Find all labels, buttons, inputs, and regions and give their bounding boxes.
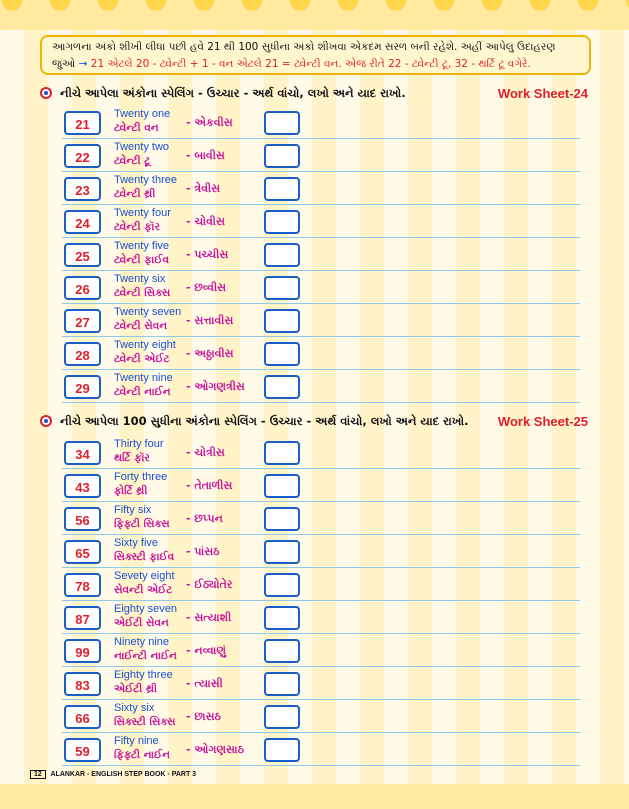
table-row bbox=[62, 339, 580, 372]
answer-box[interactable] bbox=[264, 738, 300, 762]
gujarati-meaning: - ઈઠ્યોતેર bbox=[186, 578, 233, 591]
pronunciation: એઈટી થ્રી bbox=[114, 683, 158, 695]
table-row bbox=[62, 141, 580, 174]
answer-box[interactable] bbox=[264, 210, 300, 234]
worksheet-25-instruction: નીચે આપેલા 100 સુધીના અંકોના સ્પેલિંગ - ઉચ્ચાર - અર્થ વાંચો, લખો અને યાદ રાખો. bbox=[60, 414, 469, 428]
pronunciation: ફિફ્ટી સિક્સ bbox=[114, 518, 170, 530]
pronunciation: ટ્વેન્ટી ફૉર bbox=[114, 221, 160, 233]
table-row bbox=[62, 438, 580, 471]
gujarati-meaning: - પચ્ચીસ bbox=[186, 248, 229, 261]
gujarati-meaning: - ત્રેવીસ bbox=[186, 182, 221, 195]
english-spelling: Sevety eight bbox=[114, 570, 175, 582]
pronunciation: ટ્વેન્ટી થ્રી bbox=[114, 188, 156, 200]
intro-box bbox=[40, 35, 591, 75]
pronunciation: ફિફ્ટી નાઈન bbox=[114, 749, 170, 761]
number-box: 56 bbox=[64, 507, 101, 531]
english-spelling: Eighty seven bbox=[114, 603, 177, 615]
gujarati-meaning: - બાવીસ bbox=[186, 149, 225, 162]
english-spelling: Twenty one bbox=[114, 108, 171, 120]
answer-box[interactable] bbox=[264, 375, 300, 399]
pronunciation: ટ્વેન્ટી વન bbox=[114, 122, 159, 134]
pronunciation: ટ્વેન્ટી નાઈન bbox=[114, 386, 171, 398]
pronunciation: સેવન્ટી એઈટ bbox=[114, 584, 173, 596]
english-spelling: Twenty nine bbox=[114, 372, 173, 384]
intro-example: 21 એટલે 20 - ટ્વેન્ટી + 1 - વન એટલે 21 = ટ્વેન્ટી વન. એજ રીતે 22 - ટ્વેન્ટી ટૂ, 32 - થર્ટિ ટૂ વગેરે. bbox=[90, 58, 531, 70]
answer-box[interactable] bbox=[264, 639, 300, 663]
gujarati-meaning: - સત્તાવીસ bbox=[186, 314, 234, 327]
answer-box[interactable] bbox=[264, 672, 300, 696]
worksheet-25-rows bbox=[62, 438, 580, 768]
english-spelling: Forty three bbox=[114, 471, 168, 483]
pronunciation: ટ્વેન્ટી ટૂ bbox=[114, 155, 151, 167]
answer-box[interactable] bbox=[264, 540, 300, 564]
table-row bbox=[62, 735, 580, 768]
pronunciation: થર્ટિ ફૉર bbox=[114, 452, 150, 464]
english-spelling: Twenty three bbox=[114, 174, 177, 186]
answer-box[interactable] bbox=[264, 342, 300, 366]
pronunciation: ટ્વેન્ટી સેવન bbox=[114, 320, 168, 332]
table-row bbox=[62, 174, 580, 207]
book-title: ALANKAR - ENGLISH STEP BOOK - PART 3 bbox=[50, 771, 197, 778]
gujarati-meaning: - અઠ્ઠાવીસ bbox=[186, 347, 234, 360]
answer-box[interactable] bbox=[264, 144, 300, 168]
gujarati-meaning: - છવ્વીસ bbox=[186, 281, 227, 294]
gujarati-meaning: - ત્યાસી bbox=[186, 677, 223, 690]
english-spelling: Twenty four bbox=[114, 207, 171, 219]
gujarati-meaning: - સત્યાશી bbox=[186, 611, 232, 624]
gujarati-meaning: - ચોવીસ bbox=[186, 215, 225, 228]
pronunciation: ફોર્ટિ થ્રી bbox=[114, 485, 148, 497]
table-row bbox=[62, 669, 580, 702]
english-spelling: Twenty six bbox=[114, 273, 166, 285]
table-row bbox=[62, 240, 580, 273]
table-row bbox=[62, 108, 580, 141]
number-box: 27 bbox=[64, 309, 101, 333]
footer bbox=[30, 770, 196, 779]
bullet-icon bbox=[40, 87, 52, 99]
number-box: 26 bbox=[64, 276, 101, 300]
number-box: 34 bbox=[64, 441, 101, 465]
gujarati-meaning: - તેતાળીસ bbox=[186, 479, 233, 492]
english-spelling: Ninety nine bbox=[114, 636, 170, 648]
english-spelling: Twenty two bbox=[114, 141, 170, 153]
gujarati-meaning: - એકવીસ bbox=[186, 116, 233, 129]
number-box: 65 bbox=[64, 540, 101, 564]
english-spelling: Fifty six bbox=[114, 504, 152, 516]
pronunciation: ટ્વેન્ટી એઈટ bbox=[114, 353, 170, 365]
intro-line-1: આગળના અંકો શીખી લીધા પછી હવે 21 થી 100 સુધીના અંકો શીખવા એકદમ સરળ બની રહેશે. અહીં આપેલું ઉદાહરણ bbox=[52, 41, 556, 53]
gujarati-meaning: - છાસઠ bbox=[186, 710, 221, 723]
worksheet-25-header bbox=[40, 413, 590, 433]
english-spelling: Fifty nine bbox=[114, 735, 159, 747]
table-row bbox=[62, 636, 580, 669]
gujarati-meaning: - ચોત્રીસ bbox=[186, 446, 225, 459]
arrow-icon: → bbox=[78, 58, 88, 70]
number-box: 99 bbox=[64, 639, 101, 663]
table-row bbox=[62, 537, 580, 570]
number-box: 23 bbox=[64, 177, 101, 201]
table-row bbox=[62, 372, 580, 405]
gujarati-meaning: - છપ્પન bbox=[186, 512, 223, 525]
worksheet-24-title: Work Sheet-24 bbox=[497, 86, 588, 101]
table-row bbox=[62, 207, 580, 240]
pronunciation: સિક્સ્ટી સિક્સ bbox=[114, 716, 176, 728]
gujarati-meaning: - ઓગણત્રીસ bbox=[186, 380, 245, 393]
number-box: 24 bbox=[64, 210, 101, 234]
number-box: 21 bbox=[64, 111, 101, 135]
english-spelling: Sixty six bbox=[114, 702, 155, 714]
number-box: 59 bbox=[64, 738, 101, 762]
english-spelling: Twenty eight bbox=[114, 339, 176, 351]
worksheet-24-header bbox=[40, 85, 590, 105]
pronunciation: ટ્વેન્ટી ફાઈવ bbox=[114, 254, 169, 266]
english-spelling: Sixty five bbox=[114, 537, 159, 549]
answer-box[interactable] bbox=[264, 573, 300, 597]
intro-line-2 bbox=[52, 56, 579, 73]
table-row bbox=[62, 603, 580, 636]
gujarati-meaning: - નવ્વાણું bbox=[186, 644, 226, 657]
gujarati-meaning: - પાંસઠ bbox=[186, 545, 220, 558]
english-spelling: Twenty five bbox=[114, 240, 170, 252]
bottom-decoration bbox=[0, 784, 629, 809]
table-row bbox=[62, 504, 580, 537]
answer-box[interactable] bbox=[264, 606, 300, 630]
number-box: 66 bbox=[64, 705, 101, 729]
pronunciation: ટ્વેન્ટી સિક્સ bbox=[114, 287, 171, 299]
table-row bbox=[62, 702, 580, 735]
table-row bbox=[62, 306, 580, 339]
answer-box[interactable] bbox=[264, 276, 300, 300]
table-row bbox=[62, 570, 580, 603]
answer-box[interactable] bbox=[264, 177, 300, 201]
number-box: 22 bbox=[64, 144, 101, 168]
worksheet-24-rows bbox=[62, 108, 580, 405]
intro-see: જુઓ bbox=[52, 58, 76, 70]
table-row bbox=[62, 471, 580, 504]
bullet-icon bbox=[40, 415, 52, 427]
answer-box[interactable] bbox=[264, 705, 300, 729]
table-row bbox=[62, 273, 580, 306]
top-decoration bbox=[0, 0, 629, 30]
answer-box[interactable] bbox=[264, 441, 300, 465]
number-box: 25 bbox=[64, 243, 101, 267]
answer-box[interactable] bbox=[264, 309, 300, 333]
worksheet-24-instruction: નીચે આપેલા અંકોના સ્પેલિંગ - ઉચ્ચાર - અર્થ વાંચો, લખો અને યાદ રાખો. bbox=[60, 86, 406, 100]
pronunciation: સિક્સ્ટી ફાઈવ bbox=[114, 551, 175, 563]
answer-box[interactable] bbox=[264, 474, 300, 498]
number-box: 83 bbox=[64, 672, 101, 696]
answer-box[interactable] bbox=[264, 111, 300, 135]
worksheet-25-title: Work Sheet-25 bbox=[497, 414, 588, 429]
number-box: 28 bbox=[64, 342, 101, 366]
gujarati-meaning: - ઓગણસાઠ bbox=[186, 743, 245, 756]
number-box: 87 bbox=[64, 606, 101, 630]
page-number: 12 bbox=[30, 770, 46, 779]
english-spelling: Thirty four bbox=[114, 438, 164, 450]
english-spelling: Twenty seven bbox=[114, 306, 182, 318]
number-box: 29 bbox=[64, 375, 101, 399]
english-spelling: Eighty three bbox=[114, 669, 173, 681]
number-box: 78 bbox=[64, 573, 101, 597]
answer-box[interactable] bbox=[264, 243, 300, 267]
pronunciation: નાઈન્ટી નાઈન bbox=[114, 650, 177, 662]
pronunciation: એઈટી સેવન bbox=[114, 617, 169, 629]
answer-box[interactable] bbox=[264, 507, 300, 531]
number-box: 43 bbox=[64, 474, 101, 498]
